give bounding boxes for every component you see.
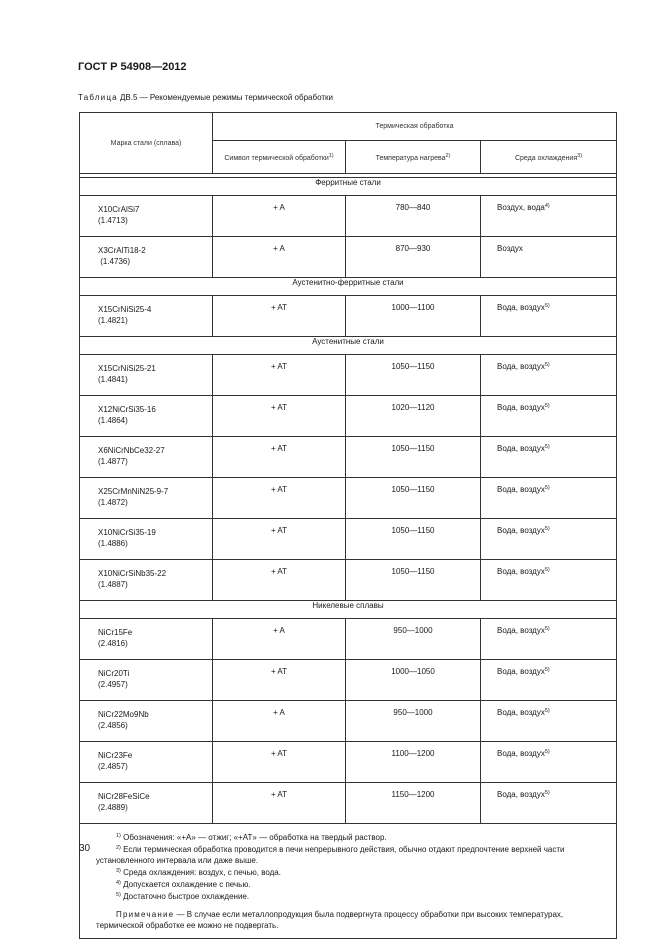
cooling-medium: Вода, воздух (497, 526, 545, 535)
steel-grade-cell (80, 355, 213, 396)
steel-number: (1.4877) (98, 457, 128, 466)
heating-temperature: 870—930 (346, 237, 481, 278)
cooling-footnote-ref: 5) (544, 444, 550, 450)
steel-grade-cell (80, 296, 213, 337)
steel-number: (1.4736) (98, 257, 131, 266)
table-row (80, 783, 617, 824)
cooling-footnote-ref: 5) (544, 303, 550, 309)
cooling-medium-cell (481, 396, 617, 437)
treatment-symbol: + AT (213, 355, 346, 396)
steel-grade: X12NiCrSi35-16 (98, 405, 156, 414)
table-note (96, 909, 606, 931)
cooling-medium: Вода, воздух (497, 708, 545, 717)
cooling-medium-cell (481, 783, 617, 824)
cooling-medium: Вода, воздух (497, 667, 545, 676)
table-body (80, 113, 617, 939)
treatment-symbol: + A (213, 196, 346, 237)
heating-temperature: 1000—1100 (346, 296, 481, 337)
footnote-mark: 3) (116, 868, 121, 874)
table-row (80, 701, 617, 742)
cooling-medium-cell (481, 478, 617, 519)
footnote-text: Допускается охлаждение с печью. (120, 880, 251, 889)
cooling-footnote-ref: 4) (544, 203, 550, 209)
cooling-medium-cell (481, 237, 617, 278)
cooling-footnote-ref: 5) (544, 485, 550, 491)
caption-label: Таблица (78, 93, 118, 102)
group-row (80, 601, 617, 619)
steel-grade-cell (80, 742, 213, 783)
heating-temperature: 1100—1200 (346, 742, 481, 783)
cooling-footnote-ref: 5) (544, 362, 550, 368)
treatment-symbol: + AT (213, 783, 346, 824)
table-caption (78, 93, 333, 102)
steel-grade: NiCr28FeSiCe (98, 792, 150, 801)
footnote-mark: 5) (116, 892, 121, 898)
heating-temperature: 1000—1050 (346, 660, 481, 701)
steel-grade: X6NiCrNbCe32-27 (98, 446, 165, 455)
header-temperature-text: Температура нагрева (375, 154, 446, 162)
cooling-medium-cell (481, 619, 617, 660)
steel-grade: X10NiCrSiNb35-22 (98, 569, 167, 578)
cooling-medium-cell (481, 196, 617, 237)
treatment-symbol: + AT (213, 437, 346, 478)
steel-number: (1.4713) (98, 216, 128, 225)
steel-grade-cell (80, 660, 213, 701)
treatment-symbol: + AT (213, 660, 346, 701)
note-label: Примечание (116, 910, 175, 919)
cooling-footnote-ref: 5) (544, 403, 550, 409)
heating-temperature: 1020—1120 (346, 396, 481, 437)
heating-temperature: 1050—1150 (346, 560, 481, 601)
cooling-footnote-ref: 5) (544, 526, 550, 532)
treatment-symbol: + AT (213, 296, 346, 337)
group-title: Ферритные стали (80, 178, 617, 196)
footnote (96, 878, 606, 890)
cooling-medium-cell (481, 296, 617, 337)
treatment-symbol: + AT (213, 560, 346, 601)
steel-grade: X10NiCrSi35-19 (98, 528, 156, 537)
steel-grade: X15CrNiSi25-4 (98, 305, 152, 314)
table-row (80, 355, 617, 396)
cooling-medium: Воздух (497, 244, 523, 253)
steel-number: (2.4889) (98, 803, 128, 812)
cooling-medium: Вода, воздух (497, 790, 545, 799)
cooling-footnote-ref: 5) (544, 626, 550, 632)
heating-temperature: 780—840 (346, 196, 481, 237)
footnote (96, 831, 606, 843)
group-title: Никелевые сплавы (80, 601, 617, 619)
steel-number: (1.4841) (98, 375, 128, 384)
cooling-footnote-ref: 5) (544, 567, 550, 573)
treatment-symbol: + AT (213, 478, 346, 519)
steel-number: (1.4821) (98, 316, 128, 325)
table-row (80, 519, 617, 560)
steel-number: (2.4856) (98, 721, 128, 730)
footnote-text: Достаточно быстрое охлаждение. (120, 892, 250, 901)
heating-temperature: 1050—1150 (346, 478, 481, 519)
page-number: 30 (79, 843, 91, 854)
header-temperature (346, 141, 481, 174)
footnote-text: Если термическая обработка проводится в печи непрерывного действия, обычно отдают предпочтение верхней части установленного интервала или даже выше. (96, 845, 565, 865)
cooling-medium-cell (481, 701, 617, 742)
table-row (80, 560, 617, 601)
footnote-text: Среда охлаждения: воздух, с печью, вода. (120, 868, 281, 877)
header-heat-treatment: Термическая обработка (213, 113, 617, 141)
cooling-medium-cell (481, 660, 617, 701)
steel-grade-cell (80, 437, 213, 478)
cooling-medium-cell (481, 560, 617, 601)
cooling-medium: Вода, воздух (497, 567, 545, 576)
table-row (80, 742, 617, 783)
steel-grade-cell (80, 237, 213, 278)
footnote (96, 843, 606, 866)
treatment-symbol: + AT (213, 519, 346, 560)
steel-grade: X10CrAlSi7 (98, 205, 140, 214)
cooling-footnote-ref: 5) (544, 667, 550, 673)
table-row (80, 437, 617, 478)
cooling-footnote-ref: 5) (544, 790, 550, 796)
steel-number: (2.4816) (98, 639, 128, 648)
header-temperature-sup: 2) (445, 152, 451, 159)
cooling-medium-cell (481, 519, 617, 560)
group-title: Аустенитные стали (80, 337, 617, 355)
steel-number: (1.4864) (98, 416, 128, 425)
cooling-medium: Воздух, вода (497, 203, 545, 212)
steel-number: (1.4887) (98, 580, 128, 589)
footnote-text: Обозначения: «+A» — отжиг; «+AT» — обработка на твердый раствор. (120, 833, 387, 842)
footnote-mark: 2) (116, 845, 121, 851)
steel-number: (1.4886) (98, 539, 128, 548)
header-symbol (213, 141, 346, 174)
treatment-symbol: + AT (213, 396, 346, 437)
footnote (96, 890, 606, 902)
header-cooling-sup: 3) (577, 152, 583, 159)
steel-grade-cell (80, 560, 213, 601)
group-row (80, 337, 617, 355)
treatment-symbol: + A (213, 237, 346, 278)
heating-temperature: 1150—1200 (346, 783, 481, 824)
steel-number: (1.4872) (98, 498, 128, 507)
table-row (80, 196, 617, 237)
steel-grade: X3CrAlTi18-2 (98, 246, 146, 255)
cooling-footnote-ref: 5) (544, 749, 550, 755)
cooling-footnote-ref: 5) (544, 708, 550, 714)
table-row (80, 296, 617, 337)
header-cooling-text: Среда охлаждения (514, 154, 578, 162)
treatment-symbol: + A (213, 701, 346, 742)
steel-number: (2.4857) (98, 762, 128, 771)
group-title: Аустенитно-ферритные стали (80, 278, 617, 296)
note-text: — В случае если металлопродукция была подвергнута процессу обработки при высоких температурах, термической обработке ее можно не подвергать. (96, 910, 564, 930)
footnote (96, 866, 606, 878)
cooling-medium-cell (481, 355, 617, 396)
steel-grade-cell (80, 478, 213, 519)
notes-row (80, 824, 617, 939)
cooling-medium-cell (481, 742, 617, 783)
cooling-medium: Вода, воздух (497, 626, 545, 635)
steel-grade: X25CrMnNiN25-9-7 (98, 487, 169, 496)
table-row (80, 237, 617, 278)
notes-cell (80, 824, 617, 939)
cooling-medium: Вода, воздух (497, 485, 545, 494)
header-grade: Марка стали (сплава) (80, 113, 213, 174)
cooling-medium: Вода, воздух (497, 362, 545, 371)
steel-grade-cell (80, 519, 213, 560)
document-code: ГОСТ Р 54908—2012 (78, 61, 187, 73)
table-row (80, 478, 617, 519)
header-symbol-sup: 1) (328, 152, 334, 159)
heating-temperature: 950—1000 (346, 619, 481, 660)
cooling-medium: Вода, воздух (497, 403, 545, 412)
steel-grade-cell (80, 783, 213, 824)
header-row-1 (80, 113, 617, 141)
cooling-medium-cell (481, 437, 617, 478)
treatment-symbol: + AT (213, 742, 346, 783)
steel-grade: NiCr20Ti (98, 669, 130, 678)
header-cooling (481, 141, 617, 174)
table-row (80, 396, 617, 437)
group-row (80, 178, 617, 196)
cooling-medium: Вода, воздух (497, 303, 545, 312)
treatment-symbol: + A (213, 619, 346, 660)
steel-number: (2.4957) (98, 680, 128, 689)
table-row (80, 619, 617, 660)
header-symbol-text: Символ термической обработки (224, 154, 329, 162)
heating-temperature: 1050—1150 (346, 437, 481, 478)
steel-grade-cell (80, 396, 213, 437)
steel-grade: NiCr15Fe (98, 628, 133, 637)
steel-grade-cell (80, 196, 213, 237)
cooling-medium: Вода, воздух (497, 444, 545, 453)
steel-grade: NiCr22Mo9Nb (98, 710, 149, 719)
steel-grade-cell (80, 619, 213, 660)
heating-temperature: 1050—1150 (346, 355, 481, 396)
heating-temperature: 950—1000 (346, 701, 481, 742)
steel-grade-cell (80, 701, 213, 742)
group-row (80, 278, 617, 296)
cooling-medium: Вода, воздух (497, 749, 545, 758)
table-row (80, 660, 617, 701)
steel-grade: NiCr23Fe (98, 751, 133, 760)
footnote-mark: 1) (116, 833, 121, 839)
heat-treatment-table (79, 112, 617, 939)
caption-text: ДВ.5 — Рекомендуемые режимы термической обработки (117, 93, 333, 102)
steel-grade: X15CrNiSi25-21 (98, 364, 156, 373)
footnote-mark: 4) (116, 880, 121, 886)
heating-temperature: 1050—1150 (346, 519, 481, 560)
